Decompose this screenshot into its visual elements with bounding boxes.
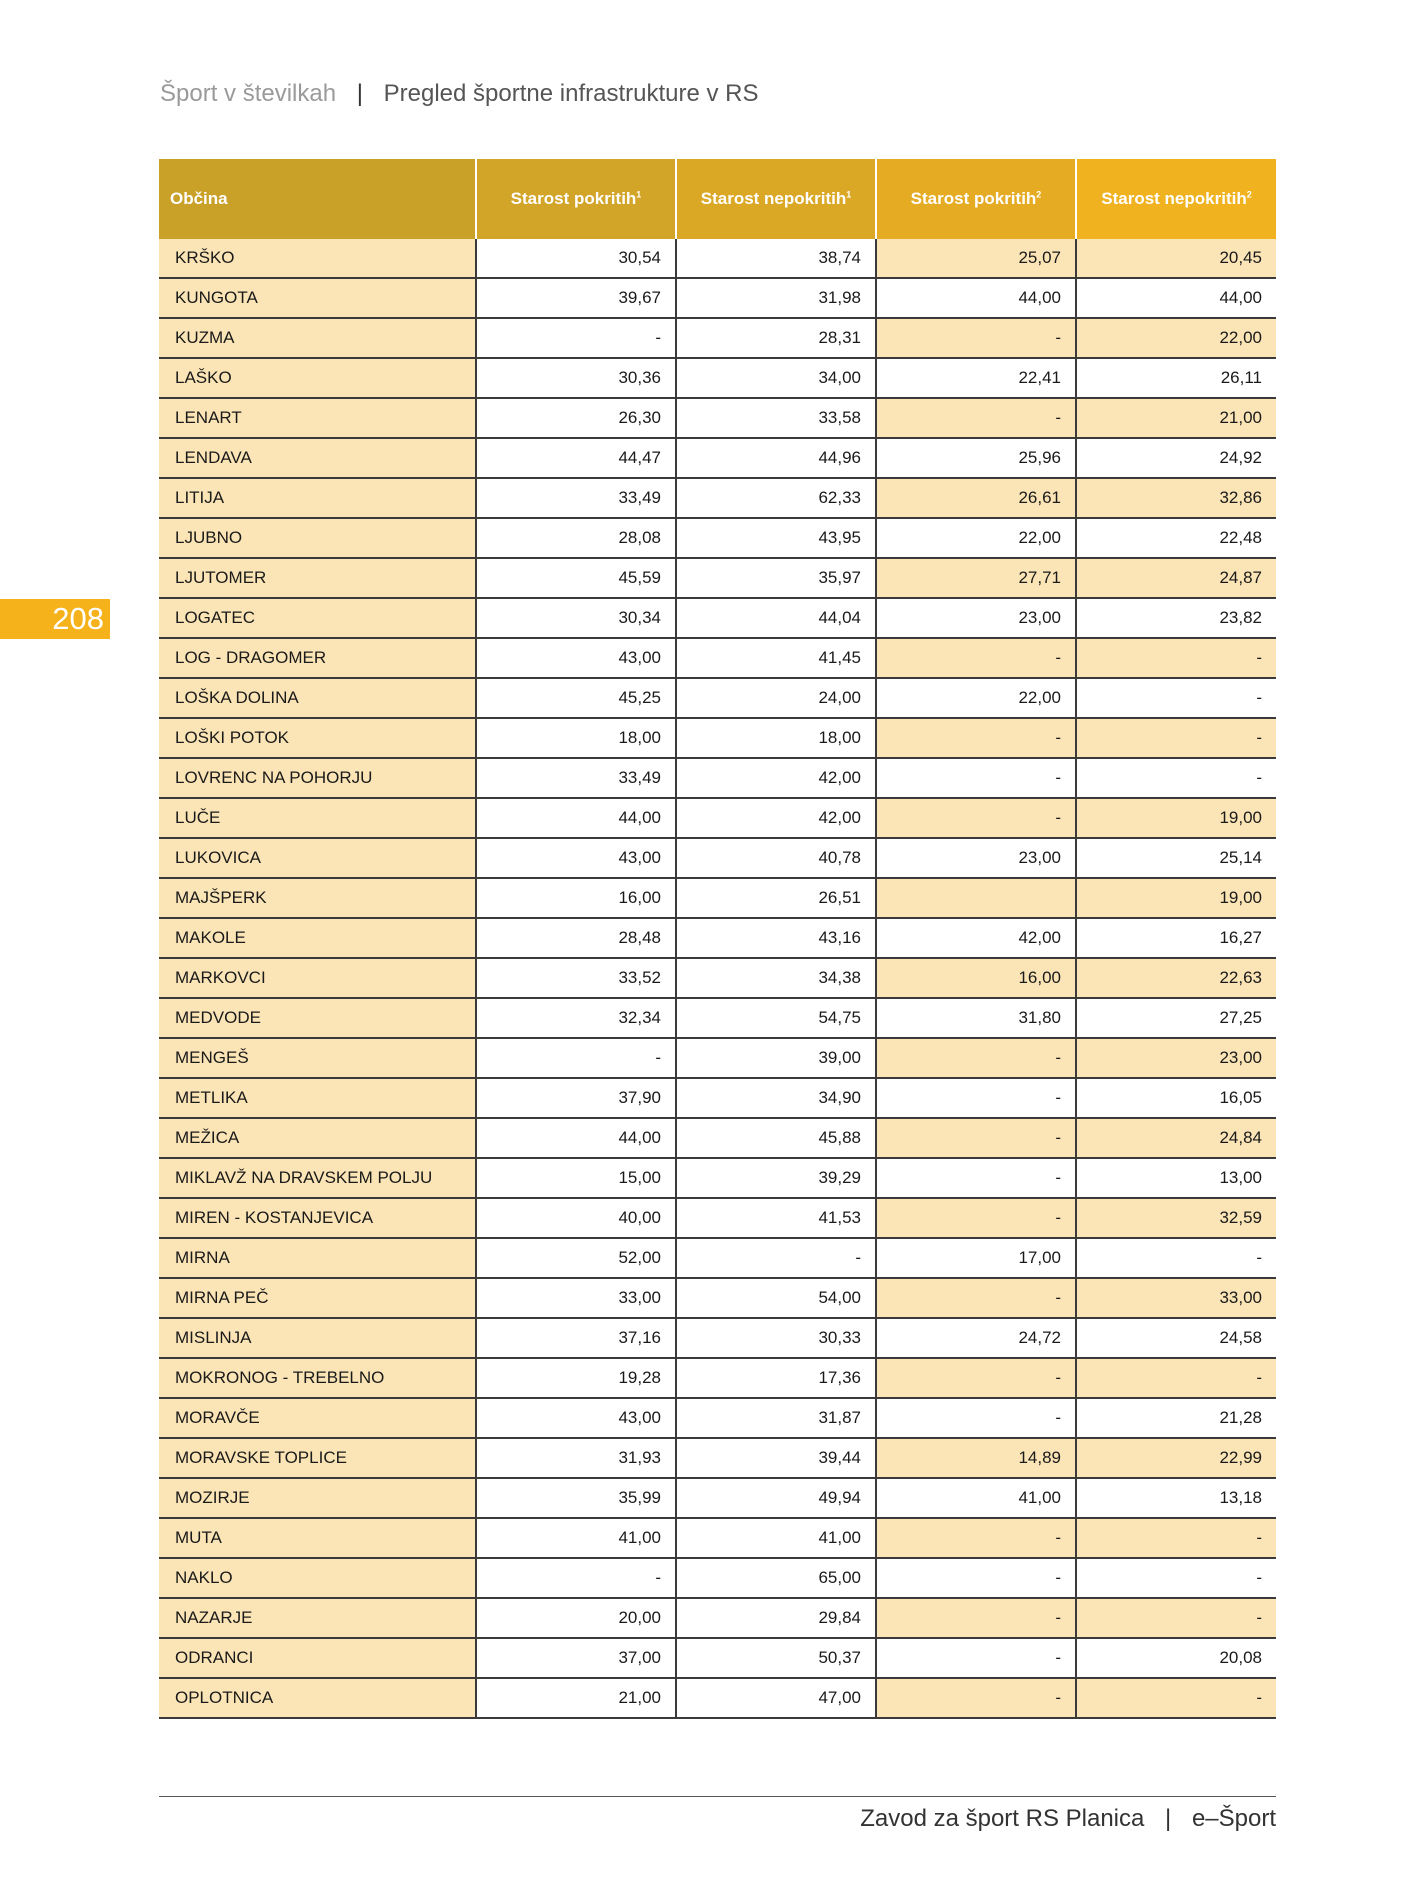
municipality-cell: LJUTOMER [159, 558, 476, 598]
value-cell: 39,29 [676, 1158, 876, 1198]
footer-organization: Zavod za šport RS Planica [860, 1805, 1145, 1832]
value-cell: - [1076, 1238, 1276, 1278]
value-cell: 33,00 [476, 1278, 676, 1318]
column-header-starost-pokritih-1: Starost pokritih$^1$ [476, 159, 676, 239]
value-cell: 26,51 [676, 878, 876, 918]
value-cell: 26,61 [876, 478, 1076, 518]
municipality-cell: MOZIRJE [159, 1478, 476, 1518]
table-row [159, 998, 1276, 1038]
value-cell: 34,90 [676, 1078, 876, 1118]
municipality-cell: LOG - DRAGOMER [159, 638, 476, 678]
value-cell: - [1076, 1518, 1276, 1558]
value-cell: - [876, 798, 1076, 838]
value-cell: 47,00 [676, 1678, 876, 1718]
municipality-cell: NAKLO [159, 1558, 476, 1598]
value-cell: 22,00 [1076, 318, 1276, 358]
municipality-cell: MEDVODE [159, 998, 476, 1038]
value-cell: 22,48 [1076, 518, 1276, 558]
value-cell: 30,54 [476, 239, 676, 278]
value-cell: - [876, 1558, 1076, 1598]
municipality-cell: MORAVSKE TOPLICE [159, 1438, 476, 1478]
municipality-cell: MIKLAVŽ NA DRAVSKEM POLJU [159, 1158, 476, 1198]
table-row [159, 958, 1276, 998]
value-cell: 43,00 [476, 838, 676, 878]
municipality-cell: LITIJA [159, 478, 476, 518]
value-cell: 27,71 [876, 558, 1076, 598]
value-cell: 18,00 [476, 718, 676, 758]
value-cell: 16,00 [476, 878, 676, 918]
municipality-cell: NAZARJE [159, 1598, 476, 1638]
value-cell: 30,34 [476, 598, 676, 638]
column-header-starost-nepokritih-2: Starost nepokritih$^2$ [1076, 159, 1276, 239]
value-cell: 29,84 [676, 1598, 876, 1638]
table-row [159, 239, 1276, 278]
value-cell: 21,00 [1076, 398, 1276, 438]
value-cell: 24,87 [1076, 558, 1276, 598]
value-cell: 42,00 [676, 798, 876, 838]
page-number: 208 [0, 599, 110, 639]
value-cell: 33,52 [476, 958, 676, 998]
table-row [159, 1518, 1276, 1558]
value-cell: 39,00 [676, 1038, 876, 1078]
table-row [159, 758, 1276, 798]
value-cell: 14,89 [876, 1438, 1076, 1478]
table-row [159, 1158, 1276, 1198]
table-row [159, 1118, 1276, 1158]
value-cell: 31,80 [876, 998, 1076, 1038]
value-cell: 44,00 [1076, 278, 1276, 318]
value-cell: 27,25 [1076, 998, 1276, 1038]
value-cell: 34,00 [676, 358, 876, 398]
value-cell: 42,00 [676, 758, 876, 798]
footer-rule [159, 1796, 1276, 1797]
value-cell: - [1076, 718, 1276, 758]
value-cell: - [1076, 638, 1276, 678]
column-header-obcina: Občina [159, 159, 476, 239]
table-row [159, 318, 1276, 358]
municipality-cell: MORAVČE [159, 1398, 476, 1438]
municipality-cell: KRŠKO [159, 239, 476, 278]
table-row [159, 398, 1276, 438]
value-cell: 38,74 [676, 239, 876, 278]
municipality-cell: MUTA [159, 1518, 476, 1558]
value-cell: 37,90 [476, 1078, 676, 1118]
value-cell: 41,00 [676, 1518, 876, 1558]
value-cell: 17,36 [676, 1358, 876, 1398]
value-cell: 13,18 [1076, 1478, 1276, 1518]
table-row [159, 1318, 1276, 1358]
value-cell: 23,00 [1076, 1038, 1276, 1078]
value-cell: 34,38 [676, 958, 876, 998]
municipality-cell: MARKOVCI [159, 958, 476, 998]
value-cell: 35,97 [676, 558, 876, 598]
value-cell: - [1076, 1558, 1276, 1598]
municipality-cell: MEŽICA [159, 1118, 476, 1158]
footnote-mark: 2 [1036, 189, 1042, 200]
table-row [159, 798, 1276, 838]
value-cell: - [676, 1238, 876, 1278]
municipality-cell: LOŠKI POTOK [159, 718, 476, 758]
table-row [159, 1398, 1276, 1438]
table-row [159, 1238, 1276, 1278]
table-row [159, 878, 1276, 918]
value-cell: 45,59 [476, 558, 676, 598]
municipality-cell: MOKRONOG - TREBELNO [159, 1358, 476, 1398]
value-cell: 43,95 [676, 518, 876, 558]
table-row [159, 558, 1276, 598]
value-cell: - [876, 1398, 1076, 1438]
footer-brand: e–Šport [1191, 1805, 1276, 1832]
value-cell: - [876, 1358, 1076, 1398]
value-cell: 28,48 [476, 918, 676, 958]
column-header-starost-nepokritih-1: Starost nepokritih$^1$ [676, 159, 876, 239]
municipality-cell: LOGATEC [159, 598, 476, 638]
table-row [159, 1078, 1276, 1118]
value-cell: 22,99 [1076, 1438, 1276, 1478]
table-row [159, 438, 1276, 478]
value-cell: 41,53 [676, 1198, 876, 1238]
value-cell: - [876, 1118, 1076, 1158]
value-cell: 33,00 [1076, 1278, 1276, 1318]
municipality-cell: MAKOLE [159, 918, 476, 958]
value-cell: 25,96 [876, 438, 1076, 478]
value-cell: 44,04 [676, 598, 876, 638]
value-cell: - [876, 398, 1076, 438]
value-cell: 23,00 [876, 598, 1076, 638]
value-cell: 16,27 [1076, 918, 1276, 958]
table-row [159, 1198, 1276, 1238]
value-cell: 44,96 [676, 438, 876, 478]
municipality-cell: LOŠKA DOLINA [159, 678, 476, 718]
value-cell: 25,07 [876, 239, 1076, 278]
table-row [159, 918, 1276, 958]
value-cell: 62,33 [676, 478, 876, 518]
value-cell: - [876, 1678, 1076, 1718]
value-cell: 22,00 [876, 518, 1076, 558]
value-cell: - [1076, 1358, 1276, 1398]
value-cell: - [1076, 1678, 1276, 1718]
table-row [159, 1558, 1276, 1598]
value-cell: 17,00 [876, 1238, 1076, 1278]
footnote-mark: 2 [1246, 189, 1252, 200]
value-cell: 18,00 [676, 718, 876, 758]
table-row [159, 678, 1276, 718]
municipality-cell: MAJŠPERK [159, 878, 476, 918]
value-cell: 19,28 [476, 1358, 676, 1398]
value-cell: 40,00 [476, 1198, 676, 1238]
value-cell: 23,00 [876, 838, 1076, 878]
value-cell: 49,94 [676, 1478, 876, 1518]
value-cell: 22,63 [1076, 958, 1276, 998]
value-cell: 16,00 [876, 958, 1076, 998]
value-cell: - [876, 718, 1076, 758]
value-cell: - [876, 638, 1076, 678]
footnote-mark: 1 [636, 189, 642, 200]
value-cell: 50,37 [676, 1638, 876, 1678]
value-cell: 32,86 [1076, 478, 1276, 518]
value-cell: - [876, 758, 1076, 798]
header-section: Šport v številkah [160, 80, 337, 107]
value-cell: 28,08 [476, 518, 676, 558]
value-cell: - [876, 1638, 1076, 1678]
value-cell: 33,58 [676, 398, 876, 438]
value-cell: - [476, 1038, 676, 1078]
value-cell: 33,49 [476, 478, 676, 518]
value-cell: 16,05 [1076, 1078, 1276, 1118]
value-cell: - [876, 1078, 1076, 1118]
value-cell: 22,00 [876, 678, 1076, 718]
value-cell: 24,72 [876, 1318, 1076, 1358]
value-cell: 31,93 [476, 1438, 676, 1478]
value-cell: 21,00 [476, 1678, 676, 1718]
value-cell: 44,00 [876, 278, 1076, 318]
value-cell: 32,59 [1076, 1198, 1276, 1238]
value-cell: - [876, 1158, 1076, 1198]
value-cell: - [1076, 1598, 1276, 1638]
municipality-cell: LJUBNO [159, 518, 476, 558]
table-row [159, 278, 1276, 318]
value-cell: 31,98 [676, 278, 876, 318]
municipality-cell: MIRNA PEČ [159, 1278, 476, 1318]
value-cell: 24,00 [676, 678, 876, 718]
value-cell: 33,49 [476, 758, 676, 798]
value-cell: 42,00 [876, 918, 1076, 958]
value-cell: 32,34 [476, 998, 676, 1038]
value-cell: 39,44 [676, 1438, 876, 1478]
value-cell: 28,31 [676, 318, 876, 358]
table-row [159, 1678, 1276, 1718]
value-cell: - [876, 1038, 1076, 1078]
table-row [159, 1438, 1276, 1478]
table-row [159, 598, 1276, 638]
value-cell: 44,00 [476, 798, 676, 838]
value-cell: - [876, 1518, 1076, 1558]
value-cell: 35,99 [476, 1478, 676, 1518]
municipality-cell: ODRANCI [159, 1638, 476, 1678]
table-row [159, 1038, 1276, 1078]
value-cell: 30,33 [676, 1318, 876, 1358]
footer-separator: | [1165, 1805, 1172, 1832]
value-cell: 44,47 [476, 438, 676, 478]
municipality-cell: LUKOVICA [159, 838, 476, 878]
table-row [159, 1638, 1276, 1678]
table-row [159, 358, 1276, 398]
municipality-cell: OPLOTNICA [159, 1678, 476, 1718]
municipality-cell: LUČE [159, 798, 476, 838]
value-cell: - [1076, 758, 1276, 798]
municipality-cell: METLIKA [159, 1078, 476, 1118]
value-cell: 41,00 [876, 1478, 1076, 1518]
value-cell: 37,00 [476, 1638, 676, 1678]
municipality-cell: MISLINJA [159, 1318, 476, 1358]
value-cell: - [876, 1278, 1076, 1318]
value-cell: 26,30 [476, 398, 676, 438]
value-cell [876, 878, 1076, 918]
value-cell: 22,41 [876, 358, 1076, 398]
value-cell: 54,75 [676, 998, 876, 1038]
municipality-cell: MENGEŠ [159, 1038, 476, 1078]
value-cell: 43,00 [476, 1398, 676, 1438]
value-cell: 20,00 [476, 1598, 676, 1638]
value-cell: 37,16 [476, 1318, 676, 1358]
value-cell: 26,11 [1076, 358, 1276, 398]
municipality-cell: MIREN - KOSTANJEVICA [159, 1198, 476, 1238]
value-cell: 24,84 [1076, 1118, 1276, 1158]
value-cell: 21,28 [1076, 1398, 1276, 1438]
value-cell: 20,08 [1076, 1638, 1276, 1678]
value-cell: 45,25 [476, 678, 676, 718]
value-cell: 43,00 [476, 638, 676, 678]
table-row [159, 518, 1276, 558]
value-cell: 24,92 [1076, 438, 1276, 478]
table-row [159, 1478, 1276, 1518]
municipality-cell: LAŠKO [159, 358, 476, 398]
value-cell: 43,16 [676, 918, 876, 958]
value-cell: 45,88 [676, 1118, 876, 1158]
value-cell: 13,00 [1076, 1158, 1276, 1198]
header-separator: | [356, 80, 363, 107]
data-table [159, 159, 1276, 1719]
column-header-starost-pokritih-2: Starost pokritih$^2$ [876, 159, 1076, 239]
value-cell: 25,14 [1076, 838, 1276, 878]
value-cell: 24,58 [1076, 1318, 1276, 1358]
header-title: Pregled športne infrastrukture v RS [383, 80, 759, 107]
running-header [160, 80, 759, 108]
table-body [159, 239, 1276, 1718]
municipality-cell: LOVRENC NA POHORJU [159, 758, 476, 798]
value-cell: 20,45 [1076, 239, 1276, 278]
municipality-cell: MIRNA [159, 1238, 476, 1278]
value-cell: 19,00 [1076, 878, 1276, 918]
municipality-cell: LENART [159, 398, 476, 438]
table-row [159, 718, 1276, 758]
value-cell: - [876, 318, 1076, 358]
value-cell: - [876, 1198, 1076, 1238]
value-cell: 54,00 [676, 1278, 876, 1318]
value-cell: 19,00 [1076, 798, 1276, 838]
value-cell: 30,36 [476, 358, 676, 398]
running-footer [860, 1805, 1276, 1833]
table-header-row [159, 159, 1276, 239]
municipality-cell: KUNGOTA [159, 278, 476, 318]
table-row [159, 838, 1276, 878]
value-cell: 65,00 [676, 1558, 876, 1598]
table-row [159, 1358, 1276, 1398]
table-row [159, 638, 1276, 678]
table-row [159, 1278, 1276, 1318]
value-cell: - [476, 318, 676, 358]
value-cell: 15,00 [476, 1158, 676, 1198]
footnote-mark: 1 [846, 189, 852, 200]
value-cell: 41,45 [676, 638, 876, 678]
value-cell: 23,82 [1076, 598, 1276, 638]
value-cell: 40,78 [676, 838, 876, 878]
value-cell: 41,00 [476, 1518, 676, 1558]
value-cell: - [1076, 678, 1276, 718]
municipality-cell: LENDAVA [159, 438, 476, 478]
table-row [159, 478, 1276, 518]
value-cell: 31,87 [676, 1398, 876, 1438]
value-cell: 44,00 [476, 1118, 676, 1158]
table-row [159, 1598, 1276, 1638]
value-cell: - [876, 1598, 1076, 1638]
value-cell: 39,67 [476, 278, 676, 318]
value-cell: 52,00 [476, 1238, 676, 1278]
value-cell: - [476, 1558, 676, 1598]
municipality-cell: KUZMA [159, 318, 476, 358]
